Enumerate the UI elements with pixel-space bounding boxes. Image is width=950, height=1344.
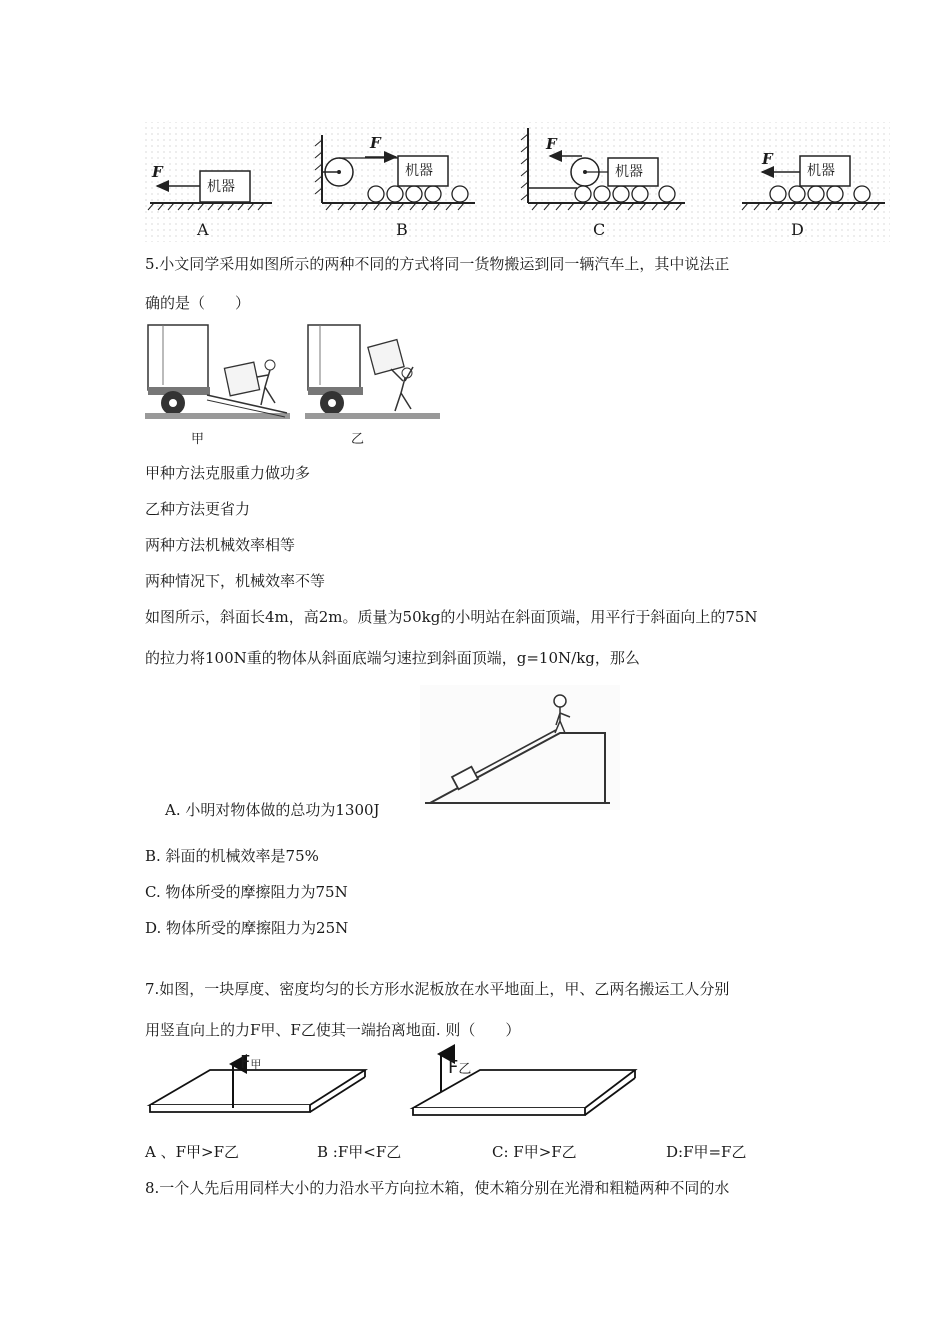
force-label-a: F — [152, 163, 163, 181]
q6-stem-line1: 如图所示，斜面长4m，高2m。质量为50kg的小明站在斜面顶端，用平行于斜面向上的75N — [145, 608, 758, 626]
q7-force-left-sub: 甲 — [250, 1058, 262, 1071]
figure-caption-c: C — [593, 220, 606, 239]
q6-option-a: A. 小明对物体做的总功为1300J — [165, 801, 380, 819]
q7-force-right-f: F — [448, 1057, 459, 1078]
figure-caption-b: B — [396, 220, 408, 239]
q6-stem-line2: 的拉力将100N重的物体从斜面底端匀速拉到斜面顶端，g=10N/kg，那么 — [145, 649, 640, 667]
machine-label-b: 机器 — [405, 163, 433, 179]
q5-option-4: 两种情况下，机械效率不等 — [145, 572, 326, 590]
force-label-c: F — [546, 135, 557, 153]
q7-figure — [145, 1050, 645, 1140]
force-label-b: F — [370, 134, 381, 152]
q6-option-d: D. 物体所受的摩擦阻力为25N — [145, 919, 349, 937]
q6-option-b: B. 斜面的机械效率是75% — [145, 847, 319, 865]
q7-force-left-f: F — [240, 1052, 251, 1073]
q5-option-2: 乙种方法更省力 — [145, 500, 251, 518]
q4-figure — [0, 0, 950, 250]
figure-caption-a: A — [197, 220, 209, 239]
machine-label-a: 机器 — [207, 179, 235, 195]
figure-caption-d: D — [791, 220, 804, 239]
q5-figure — [145, 325, 445, 425]
q8-stem-line1: 8.一个人先后用同样大小的力沿水平方向拉木箱，使木箱分别在光滑和粗糙两种不同的水 — [145, 1179, 730, 1197]
q5-stem-line2: 确的是（ ） — [145, 294, 251, 312]
machine-label-d: 机器 — [807, 163, 835, 179]
q7-force-label-left — [240, 1053, 261, 1075]
machine-label-c: 机器 — [615, 164, 643, 180]
q5-stem-line1: 5.小文同学采用如图所示的两种不同的方式将同一货物搬运到同一辆汽车上，其中说法正 — [145, 255, 730, 273]
q7-option-d: D:F甲=F乙 — [666, 1143, 747, 1161]
q7-force-label-right — [448, 1058, 471, 1080]
q7-option-c: C: F甲>F乙 — [492, 1143, 577, 1161]
q7-option-b: B :F甲<F乙 — [317, 1143, 402, 1161]
q7-force-right-sub: 乙 — [458, 1062, 472, 1077]
q6-option-c: C. 物体所受的摩擦阻力为75N — [145, 883, 348, 901]
q5-caption-jia: 甲 — [191, 432, 205, 447]
q7-stem-line1: 7.如图，一块厚度、密度均匀的长方形水泥板放在水平地面上，甲、乙两名搬运工人分别 — [145, 980, 730, 998]
q5-option-1: 甲种方法克服重力做功多 — [145, 464, 311, 482]
force-label-d: F — [762, 150, 773, 168]
q5-option-3: 两种方法机械效率相等 — [145, 536, 296, 554]
q5-caption-yi: 乙 — [351, 432, 365, 447]
q7-option-a: A 、F甲>F乙 — [145, 1143, 239, 1161]
q6-incline-figure — [420, 685, 620, 810]
q7-stem-line2: 用竖直向上的力F甲、F乙使其一端抬离地面. 则（ ） — [145, 1021, 521, 1039]
